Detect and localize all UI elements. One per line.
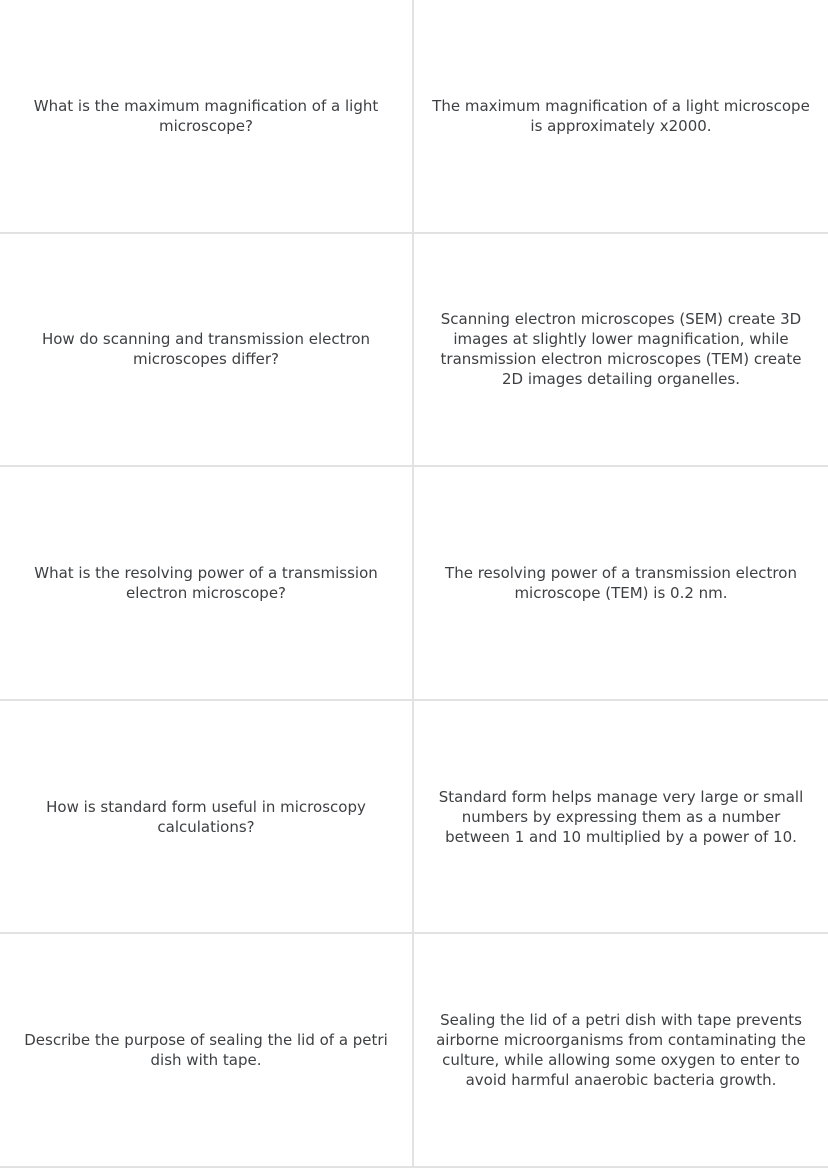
answer-cell <box>414 0 828 232</box>
flashcard-row <box>0 934 828 1168</box>
question-cell <box>0 0 414 232</box>
answer-text: Sealing the lid of a petri dish with tape prevents airborne microorganisms from contaminating the culture, while allowing some oxygen to enter to avoid harmful anaerobic bacteria growth. <box>436 1011 806 1090</box>
answer-text: Standard form helps manage very large or small numbers by expressing them as a number between 1 and 10 multiplied by a power of 10. <box>438 787 804 846</box>
answer-text: Scanning electron microscopes (SEM) create 3D images at slightly lower magnification, while transmission electron microscopes (TEM) create 2D images detailing organelles. <box>440 310 802 389</box>
answer-cell <box>414 701 828 933</box>
answer-text: The maximum magnification of a light microscope is approximately x2000. <box>432 96 810 135</box>
answer-cell <box>414 934 828 1166</box>
question-text: Describe the purpose of sealing the lid of a petri dish with tape. <box>24 1031 388 1070</box>
question-text: What is the maximum magnification of a light microscope? <box>33 96 379 135</box>
flashcard-row <box>0 467 828 701</box>
flashcard-row <box>0 234 828 468</box>
answer-cell <box>414 234 828 466</box>
question-cell <box>0 234 414 466</box>
flashcard-row <box>0 701 828 935</box>
answer-text: The resolving power of a transmission electron microscope (TEM) is 0.2 nm. <box>445 563 797 602</box>
answer-cell <box>414 467 828 699</box>
question-cell <box>0 467 414 699</box>
question-text: What is the resolving power of a transmission electron microscope? <box>34 563 378 602</box>
question-cell <box>0 934 414 1166</box>
question-text: How is standard form useful in microscopy calculations? <box>46 797 366 836</box>
question-cell <box>0 701 414 933</box>
question-text: How do scanning and transmission electron microscopes differ? <box>41 330 371 369</box>
flashcard-row <box>0 0 828 234</box>
